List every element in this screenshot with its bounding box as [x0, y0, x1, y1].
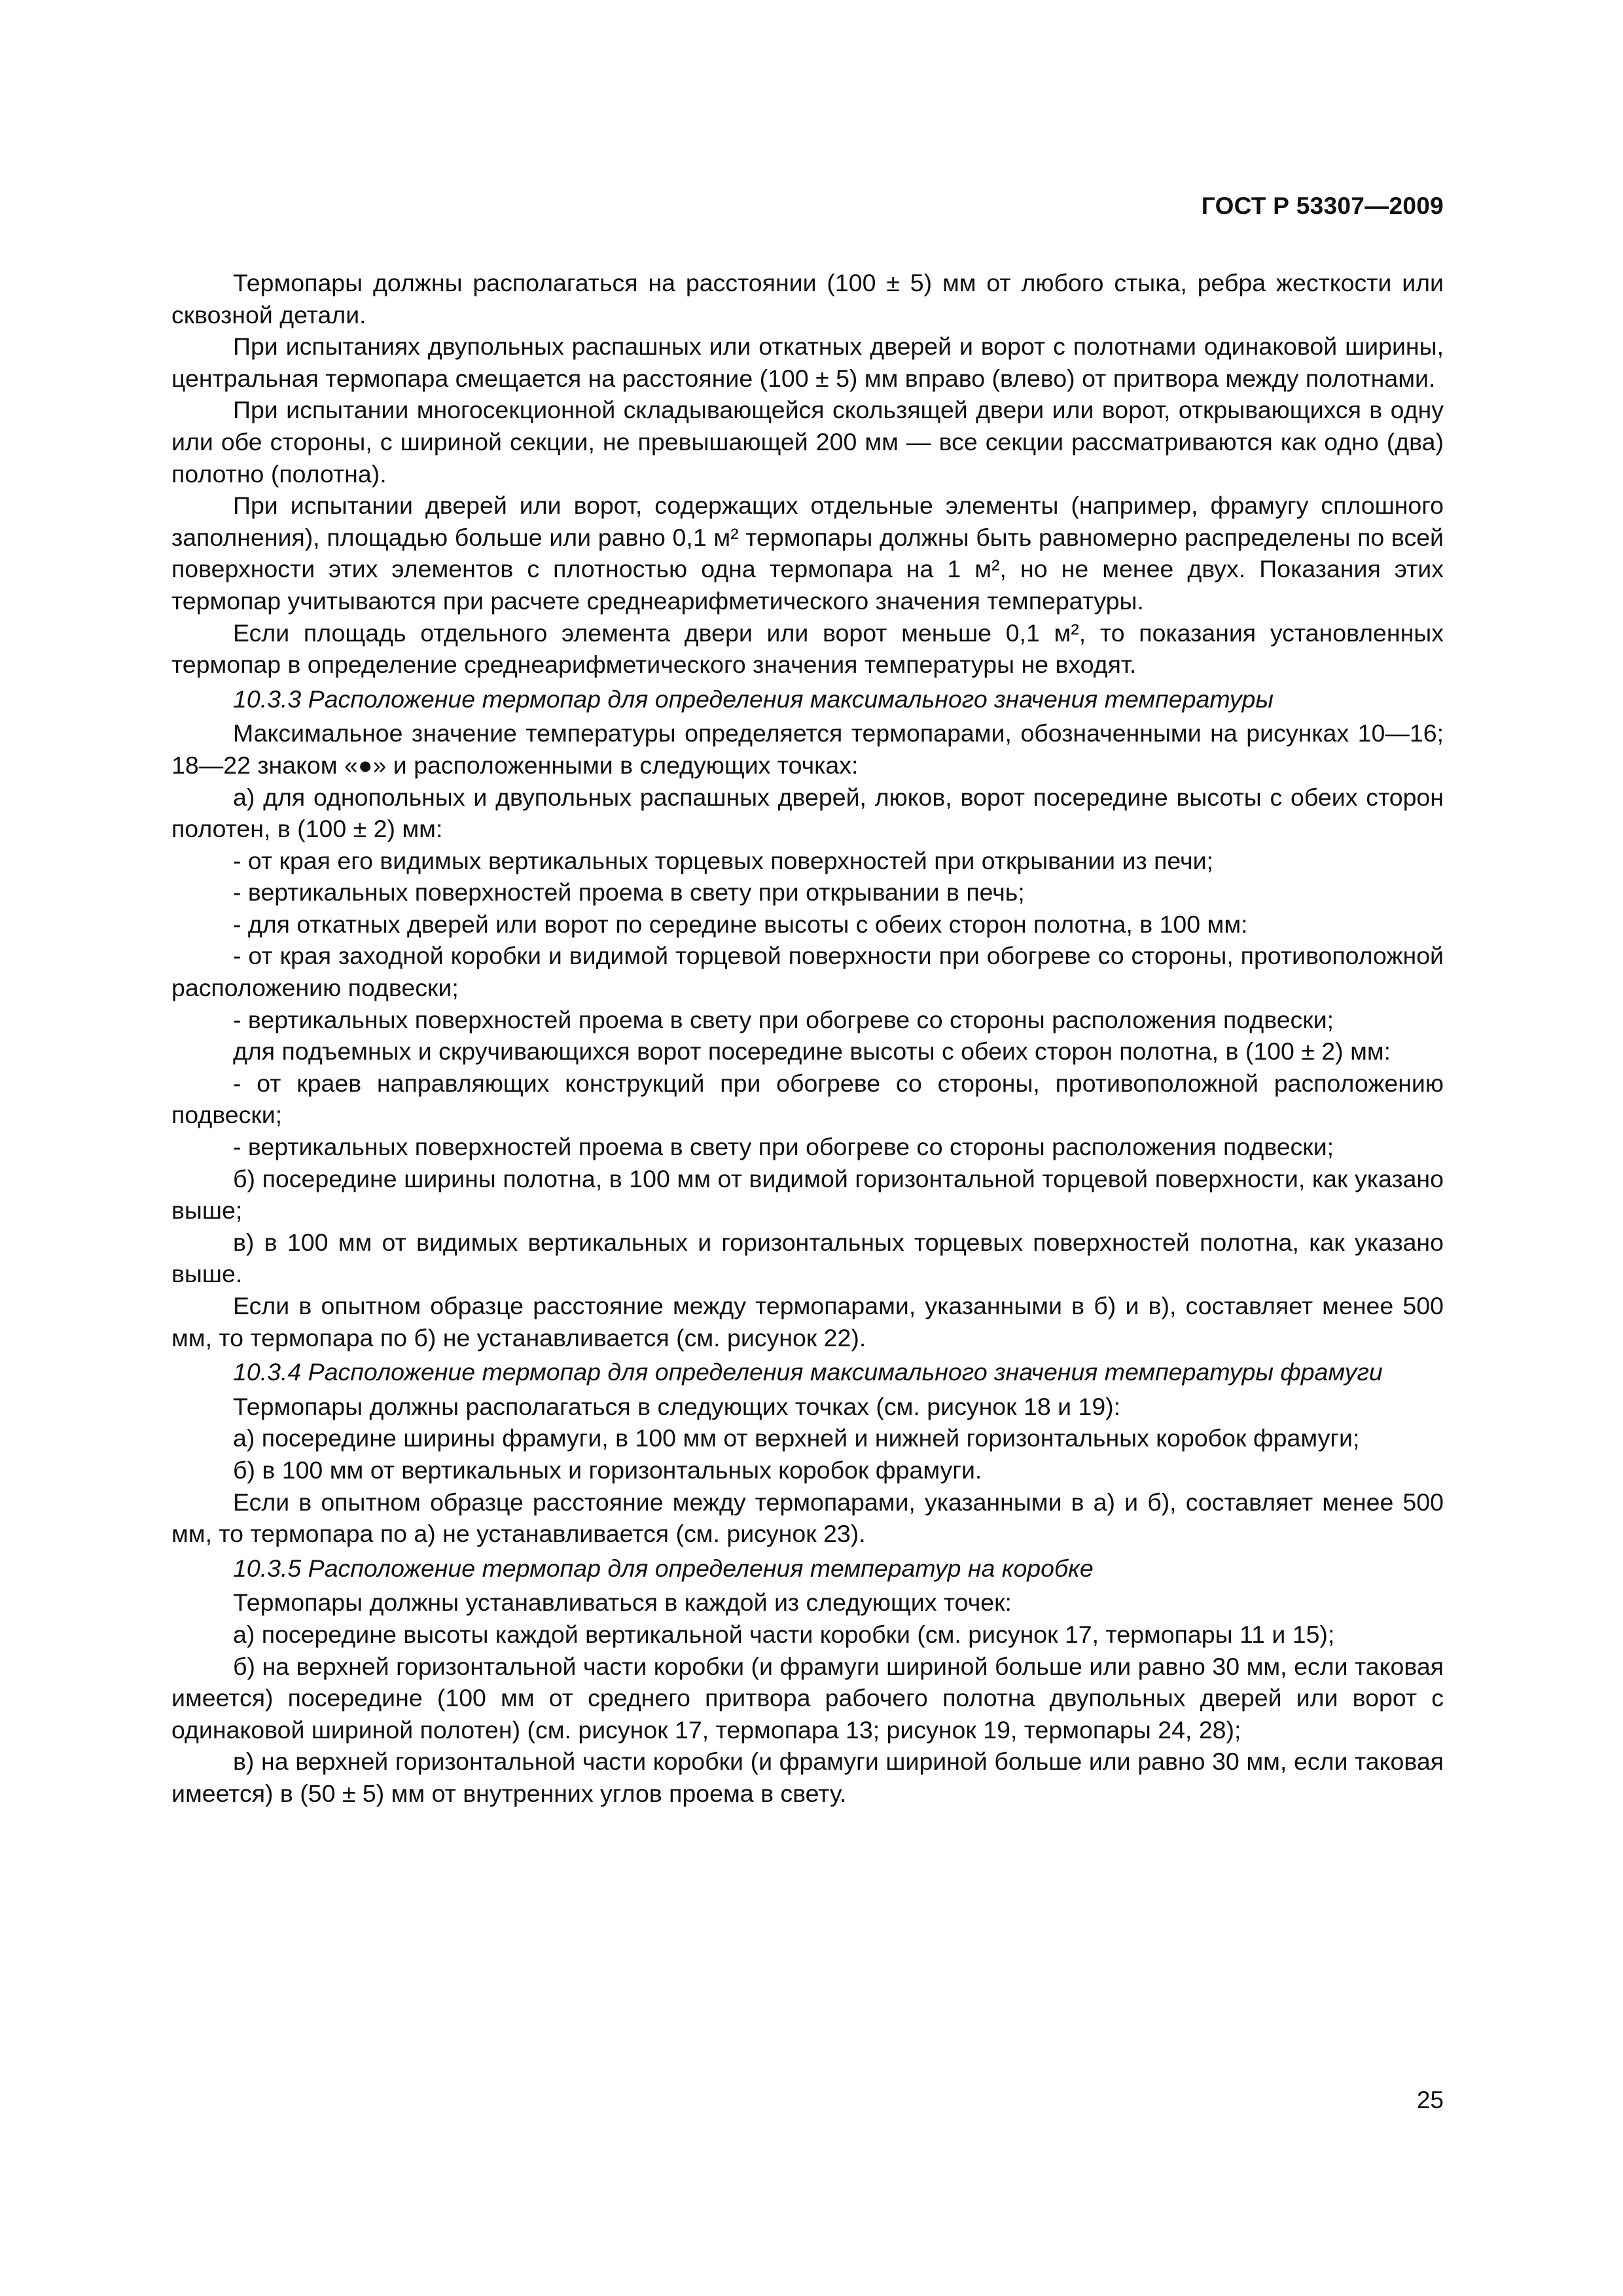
- paragraph: При испытании многосекционной складывающейся скользящей двери или ворот, открывающихся в одну или обе стороны, с шириной секции, не превышающей 200 мм — все секции рассматриваются как одно (два) полотно (полотна).: [171, 396, 1444, 488]
- list-item: б) на верхней горизонтальной части коробки (и фрамуги шириной больше или равно 30 мм, если таковая имеется) посередине (100 мм от среднего притвора рабочего полотна двупольных дверей или ворот с одинаковой шириной полотен) (см. рисунок 17, термопара 13; рисунок 19, термопары 24, 28);: [171, 1652, 1444, 1744]
- paragraph: Если в опытном образце расстояние между термопарами, указанными в б) и в), составляет менее 500 мм, то термопара по б) не устанавливается (см. рисунок 22).: [171, 1292, 1444, 1352]
- list-item: б) в 100 мм от вертикальных и горизонтальных коробок фрамуги.: [233, 1456, 982, 1484]
- list-item: для подъемных и скручивающихся ворот посередине высоты с обеих сторон полотна, в (100 ± 2) мм:: [233, 1037, 1391, 1066]
- list-item: а) посередине ширины фрамуги, в 100 мм от верхней и нижней горизонтальных коробок фрамуги;: [233, 1424, 1360, 1452]
- paragraph: Максимальное значение температуры определяется термопарами, обозначенными на рисунках 10—16; 18—22 знаком «●» и расположенными в следующих точках:: [171, 719, 1444, 779]
- list-item: - вертикальных поверхностей проема в свету при открывании в печь;: [233, 878, 1025, 906]
- list-item: а) посередине высоты каждой вертикальной части коробки (см. рисунок 17, термопары 11 и 15);: [233, 1620, 1335, 1648]
- list-item: - для откатных дверей или ворот по середине высоты с обеих сторон полотна, в 100 мм:: [233, 910, 1248, 938]
- section-heading: 10.3.4 Расположение термопар для определения максимального значения температуры фрамуги: [233, 1358, 1383, 1386]
- list-item: - вертикальных поверхностей проема в свету при обогреве со стороны расположения подвески;: [233, 1133, 1334, 1161]
- section-heading: 10.3.3 Расположение термопар для определения максимального значения температуры: [233, 685, 1274, 713]
- list-item: а) для однопольных и двупольных распашных дверей, люков, ворот посередине высоты с обеих сторон полотен, в (100 ± 2) мм:: [171, 783, 1444, 843]
- paragraph: Термопары должны располагаться в следующих точках (см. рисунок 18 и 19):: [233, 1392, 1121, 1420]
- section-heading: 10.3.5 Расположение термопар для определения температур на коробке: [233, 1554, 1094, 1582]
- paragraph: При испытаниях двупольных распашных или откатных дверей и ворот с полотнами одинаковой ширины, центральная термопара смещается на расстояние (100 ± 5) мм вправо (влево) от притвора между полотнами.: [171, 332, 1444, 392]
- list-item: в) в 100 мм от видимых вертикальных и горизонтальных торцевых поверхностей полотна, как указано выше.: [171, 1228, 1444, 1288]
- paragraph: Если в опытном образце расстояние между термопарами, указанными в а) и б), составляет менее 500 мм, то термопара по а) не устанавливается (см. рисунок 23).: [171, 1488, 1444, 1548]
- list-item: в) на верхней горизонтальной части коробки (и фрамуги шириной больше или равно 30 мм, если таковая имеется) в (50 ± 5) мм от внутренних углов проема в свету.: [171, 1748, 1444, 1807]
- list-item: б) посередине ширины полотна, в 100 мм от видимой горизонтальной торцевой поверхности, как указано выше;: [171, 1164, 1444, 1225]
- paragraph: При испытании дверей или ворот, содержащих отдельные элементы (например, фрамугу сплошного заполнения), площадью больше или равно 0,1 м² термопары должны быть равномерно распределены по всей поверхности этих элементов с плотностью одна термопара на 1 м², но не менее двух. Показания этих термопар учитываются при расчете среднеарифметического значения температуры.: [171, 492, 1444, 615]
- body-text: [171, 267, 1444, 1810]
- list-item: - от краев направляющих конструкций при обогреве со стороны, противоположной расположению подвески;: [171, 1069, 1444, 1129]
- list-item: - вертикальных поверхностей проема в свету при обогреве со стороны расположения подвески;: [233, 1005, 1334, 1033]
- list-item: - от края его видимых вертикальных торцевых поверхностей при открывании из печи;: [233, 846, 1213, 874]
- paragraph: Термопары должны располагаться на расстоянии (100 ± 5) мм от любого стыка, ребра жесткости или сквозной детали.: [171, 269, 1444, 329]
- paragraph: Термопары должны устанавливаться в каждой из следующих точек:: [233, 1588, 1012, 1617]
- list-item: - от края заходной коробки и видимой торцевой поверхности при обогреве со стороны, противоположной расположению подвески;: [171, 942, 1444, 1002]
- paragraph: Если площадь отдельного элемента двери или ворот меньше 0,1 м², то показания установленных термопар в определение среднеарифметического значения температуры не входят.: [171, 619, 1444, 679]
- document-id-header: ГОСТ Р 53307—2009: [1201, 192, 1444, 219]
- page-number: 25: [1416, 2087, 1444, 2113]
